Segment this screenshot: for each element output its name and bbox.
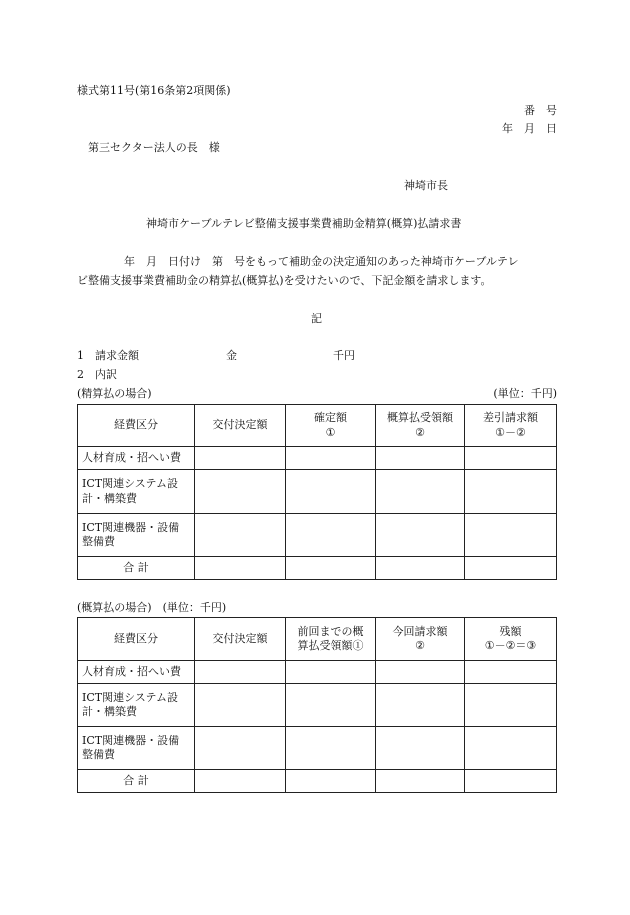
- table2-header-row: [78, 618, 557, 661]
- table1-header-advance-received: 概算払受領額 ②: [376, 405, 465, 447]
- amount-cell: [376, 727, 465, 770]
- amount-cell: [195, 447, 286, 470]
- table1-unit: (単位：千円): [493, 387, 557, 400]
- amount-cell: [376, 470, 465, 514]
- table-row: [78, 684, 557, 727]
- ki-heading: 記: [311, 312, 322, 325]
- amount-cell: [465, 684, 557, 727]
- document-number-label: 番 号: [524, 104, 557, 117]
- amount-cell: [195, 727, 286, 770]
- table-row-total: [78, 557, 557, 580]
- amount-cell: [465, 727, 557, 770]
- document-title: 神埼市ケーブルテレビ整備支援事業費補助金精算(概算)払請求書: [146, 217, 462, 230]
- amount-cell: [286, 557, 376, 580]
- date-label: 年 月 日: [502, 122, 557, 135]
- table2-header-prior-advance: 前回までの概 算払受領額①: [286, 618, 376, 661]
- table2-header-category: 経費区分: [78, 618, 195, 661]
- amount-cell: [195, 684, 286, 727]
- amount-cell: [465, 557, 557, 580]
- row-label: ICT関連システム設計・構築費: [78, 470, 195, 514]
- addressee: 第三セクター法人の長 様: [88, 141, 220, 154]
- amount-cell: [286, 727, 376, 770]
- form-number: 様式第11号(第16条第2項関係): [77, 84, 231, 97]
- table1-caption: (精算払の場合): [77, 387, 152, 400]
- amount-cell: [195, 514, 286, 557]
- table-row: [78, 727, 557, 770]
- item1-unit: 千円: [333, 349, 355, 362]
- table-row: [78, 661, 557, 684]
- row-label: 人材育成・招へい費: [78, 661, 195, 684]
- item1-kin: 金: [226, 349, 237, 362]
- table-row: [78, 470, 557, 514]
- table2-header-current-request: 今回請求額 ②: [376, 618, 465, 661]
- item1-label: 1 請求金額: [77, 349, 139, 362]
- amount-cell: [286, 447, 376, 470]
- table1-header-row: [78, 405, 557, 447]
- total-label: 合 計: [78, 557, 195, 580]
- total-label: 合 計: [78, 770, 195, 793]
- table2-caption: (概算払の場合) (単位：千円): [77, 601, 227, 614]
- amount-cell: [376, 557, 465, 580]
- amount-cell: [465, 470, 557, 514]
- amount-cell: [376, 684, 465, 727]
- amount-cell: [465, 661, 557, 684]
- amount-cell: [195, 557, 286, 580]
- row-label: ICT関連機器・設備整備費: [78, 727, 195, 770]
- amount-cell: [286, 661, 376, 684]
- amount-cell: [195, 661, 286, 684]
- body-text-line-1: 年 月 日付け 第 号をもって補助金の決定通知のあった神埼市ケーブルテレ: [124, 255, 519, 268]
- amount-cell: [195, 770, 286, 793]
- sender: 神埼市長: [404, 179, 448, 192]
- row-label: ICT関連システム設計・構築費: [78, 684, 195, 727]
- advance-breakdown-table: [77, 617, 557, 793]
- amount-cell: [195, 470, 286, 514]
- amount-cell: [286, 470, 376, 514]
- amount-cell: [286, 770, 376, 793]
- settlement-breakdown-table: [77, 404, 557, 580]
- row-label: ICT関連機器・設備整備費: [78, 514, 195, 557]
- table1-header-net-request: 差引請求額 ①－②: [465, 405, 557, 447]
- amount-cell: [465, 514, 557, 557]
- amount-cell: [376, 770, 465, 793]
- table1-header-confirmed: 確定額 ①: [286, 405, 376, 447]
- item2-label: 2 内訳: [77, 368, 117, 381]
- body-text-line-2: ビ整備支援事業費補助金の精算払(概算払)を受けたいので、下記金額を請求します。: [77, 274, 492, 287]
- amount-cell: [465, 770, 557, 793]
- row-label: 人材育成・招へい費: [78, 447, 195, 470]
- amount-cell: [376, 447, 465, 470]
- amount-cell: [465, 447, 557, 470]
- table-row: [78, 514, 557, 557]
- table1-header-category: 経費区分: [78, 405, 195, 447]
- amount-cell: [286, 514, 376, 557]
- amount-cell: [376, 661, 465, 684]
- table2-header-remaining: 残額 ①－②＝③: [465, 618, 557, 661]
- table-row: [78, 447, 557, 470]
- table1-header-grant-decision: 交付決定額: [195, 405, 286, 447]
- amount-cell: [286, 684, 376, 727]
- table-row-total: [78, 770, 557, 793]
- amount-cell: [376, 514, 465, 557]
- table2-header-grant-decision: 交付決定額: [195, 618, 286, 661]
